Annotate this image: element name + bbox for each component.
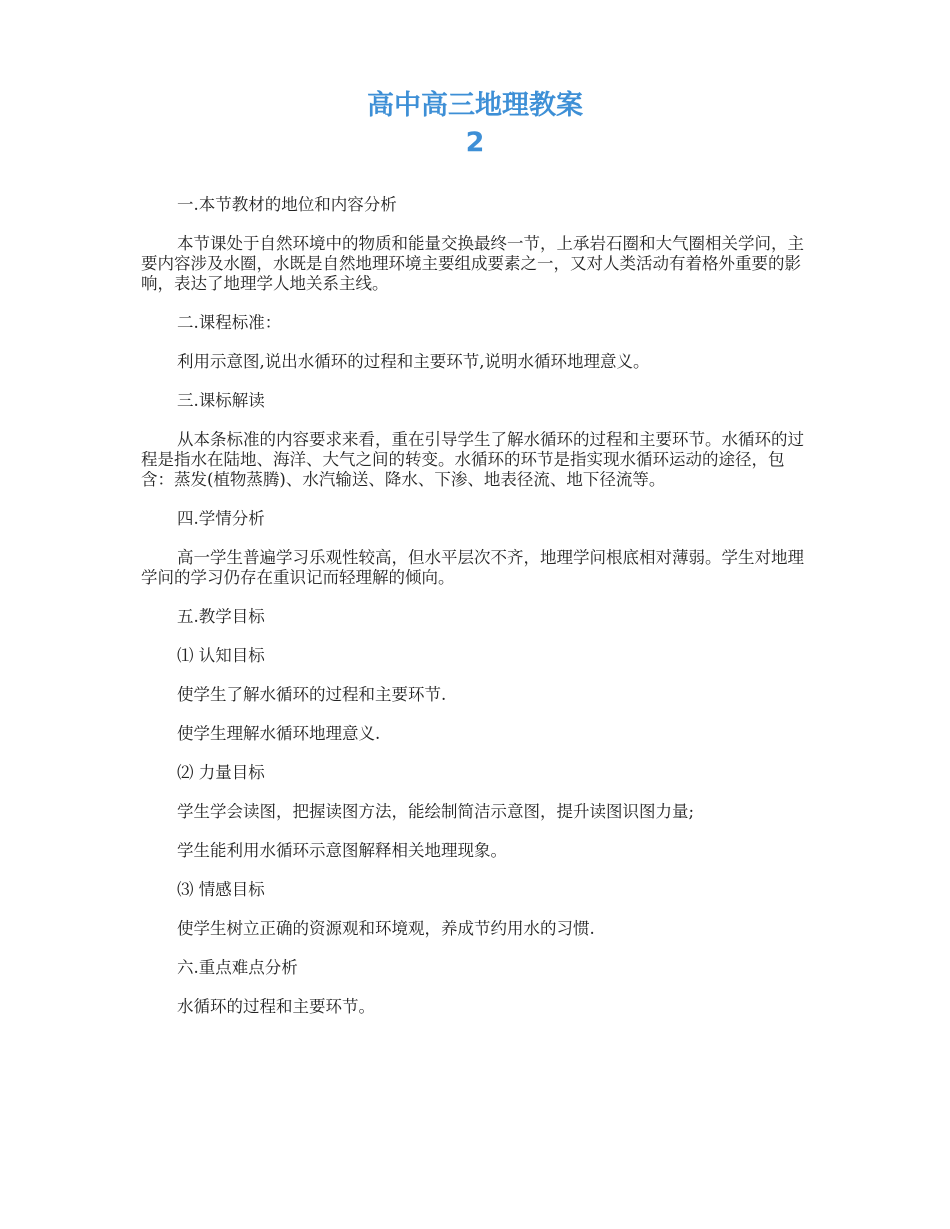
section-heading-2: 二.课程标准： (177, 313, 282, 332)
section-heading-3: 三.课标解读 (177, 391, 265, 410)
paragraph-10: 水循环的过程和主要环节。 (177, 997, 375, 1016)
paragraph-1: 本节课处于自然环境中的物质和能量交换最终一节，上承岩石圈和大气圈相关学问，主要内容涉及水圈，水既是自然地理环境主要组成要素之一，又对人类活动有着格外重要的影响，表达了地理学人地关系主线。 (141, 234, 804, 293)
subheading-emotion-goal: ⑶ 情感目标 (177, 880, 265, 899)
section-heading-4: 四.学情分析 (177, 509, 265, 528)
paragraph-5: 使学生了解水循环的过程和主要环节. (177, 685, 447, 704)
section-heading-1: 一.本节教材的地位和内容分析 (177, 195, 397, 214)
section-heading-6: 六.重点难点分析 (177, 958, 298, 977)
section-heading-5: 五.教学目标 (177, 607, 265, 626)
paragraph-8: 学生能利用水循环示意图解释相关地理现象。 (177, 841, 507, 860)
paragraph-7: 学生学会读图，把握读图方法，能绘制简洁示意图，提升读图识图力量; (177, 802, 695, 821)
document-body (141, 195, 811, 1036)
subheading-cognitive-goal: ⑴ 认知目标 (177, 646, 265, 665)
paragraph-9: 使学生树立正确的资源观和环境观，养成节约用水的习惯. (177, 919, 595, 938)
paragraph-3: 从本条标准的内容要求来看，重在引导学生了解水循环的过程和主要环节。水循环的过程是指水在陆地、海洋、大气之间的转变。水循环的环节是指实现水循环运动的途径，包含：蒸发(植物蒸腾)、水汽输送、降水、下渗、地表径流、地下径流等。 (141, 430, 804, 489)
subheading-ability-goal: ⑵ 力量目标 (177, 763, 265, 782)
document-title-number: 2 (465, 127, 485, 158)
paragraph-6: 使学生理解水循环地理意义. (177, 724, 381, 743)
paragraph-4: 高一学生普遍学习乐观性较高，但水平层次不齐，地理学问根底相对薄弱。学生对地理学问的学习仍存在重识记而轻理解的倾向。 (141, 548, 804, 587)
paragraph-2: 利用示意图,说出水循环的过程和主要环节,说明水循环地理意义。 (177, 352, 650, 371)
document-title: 高中高三地理教案 (367, 90, 583, 121)
